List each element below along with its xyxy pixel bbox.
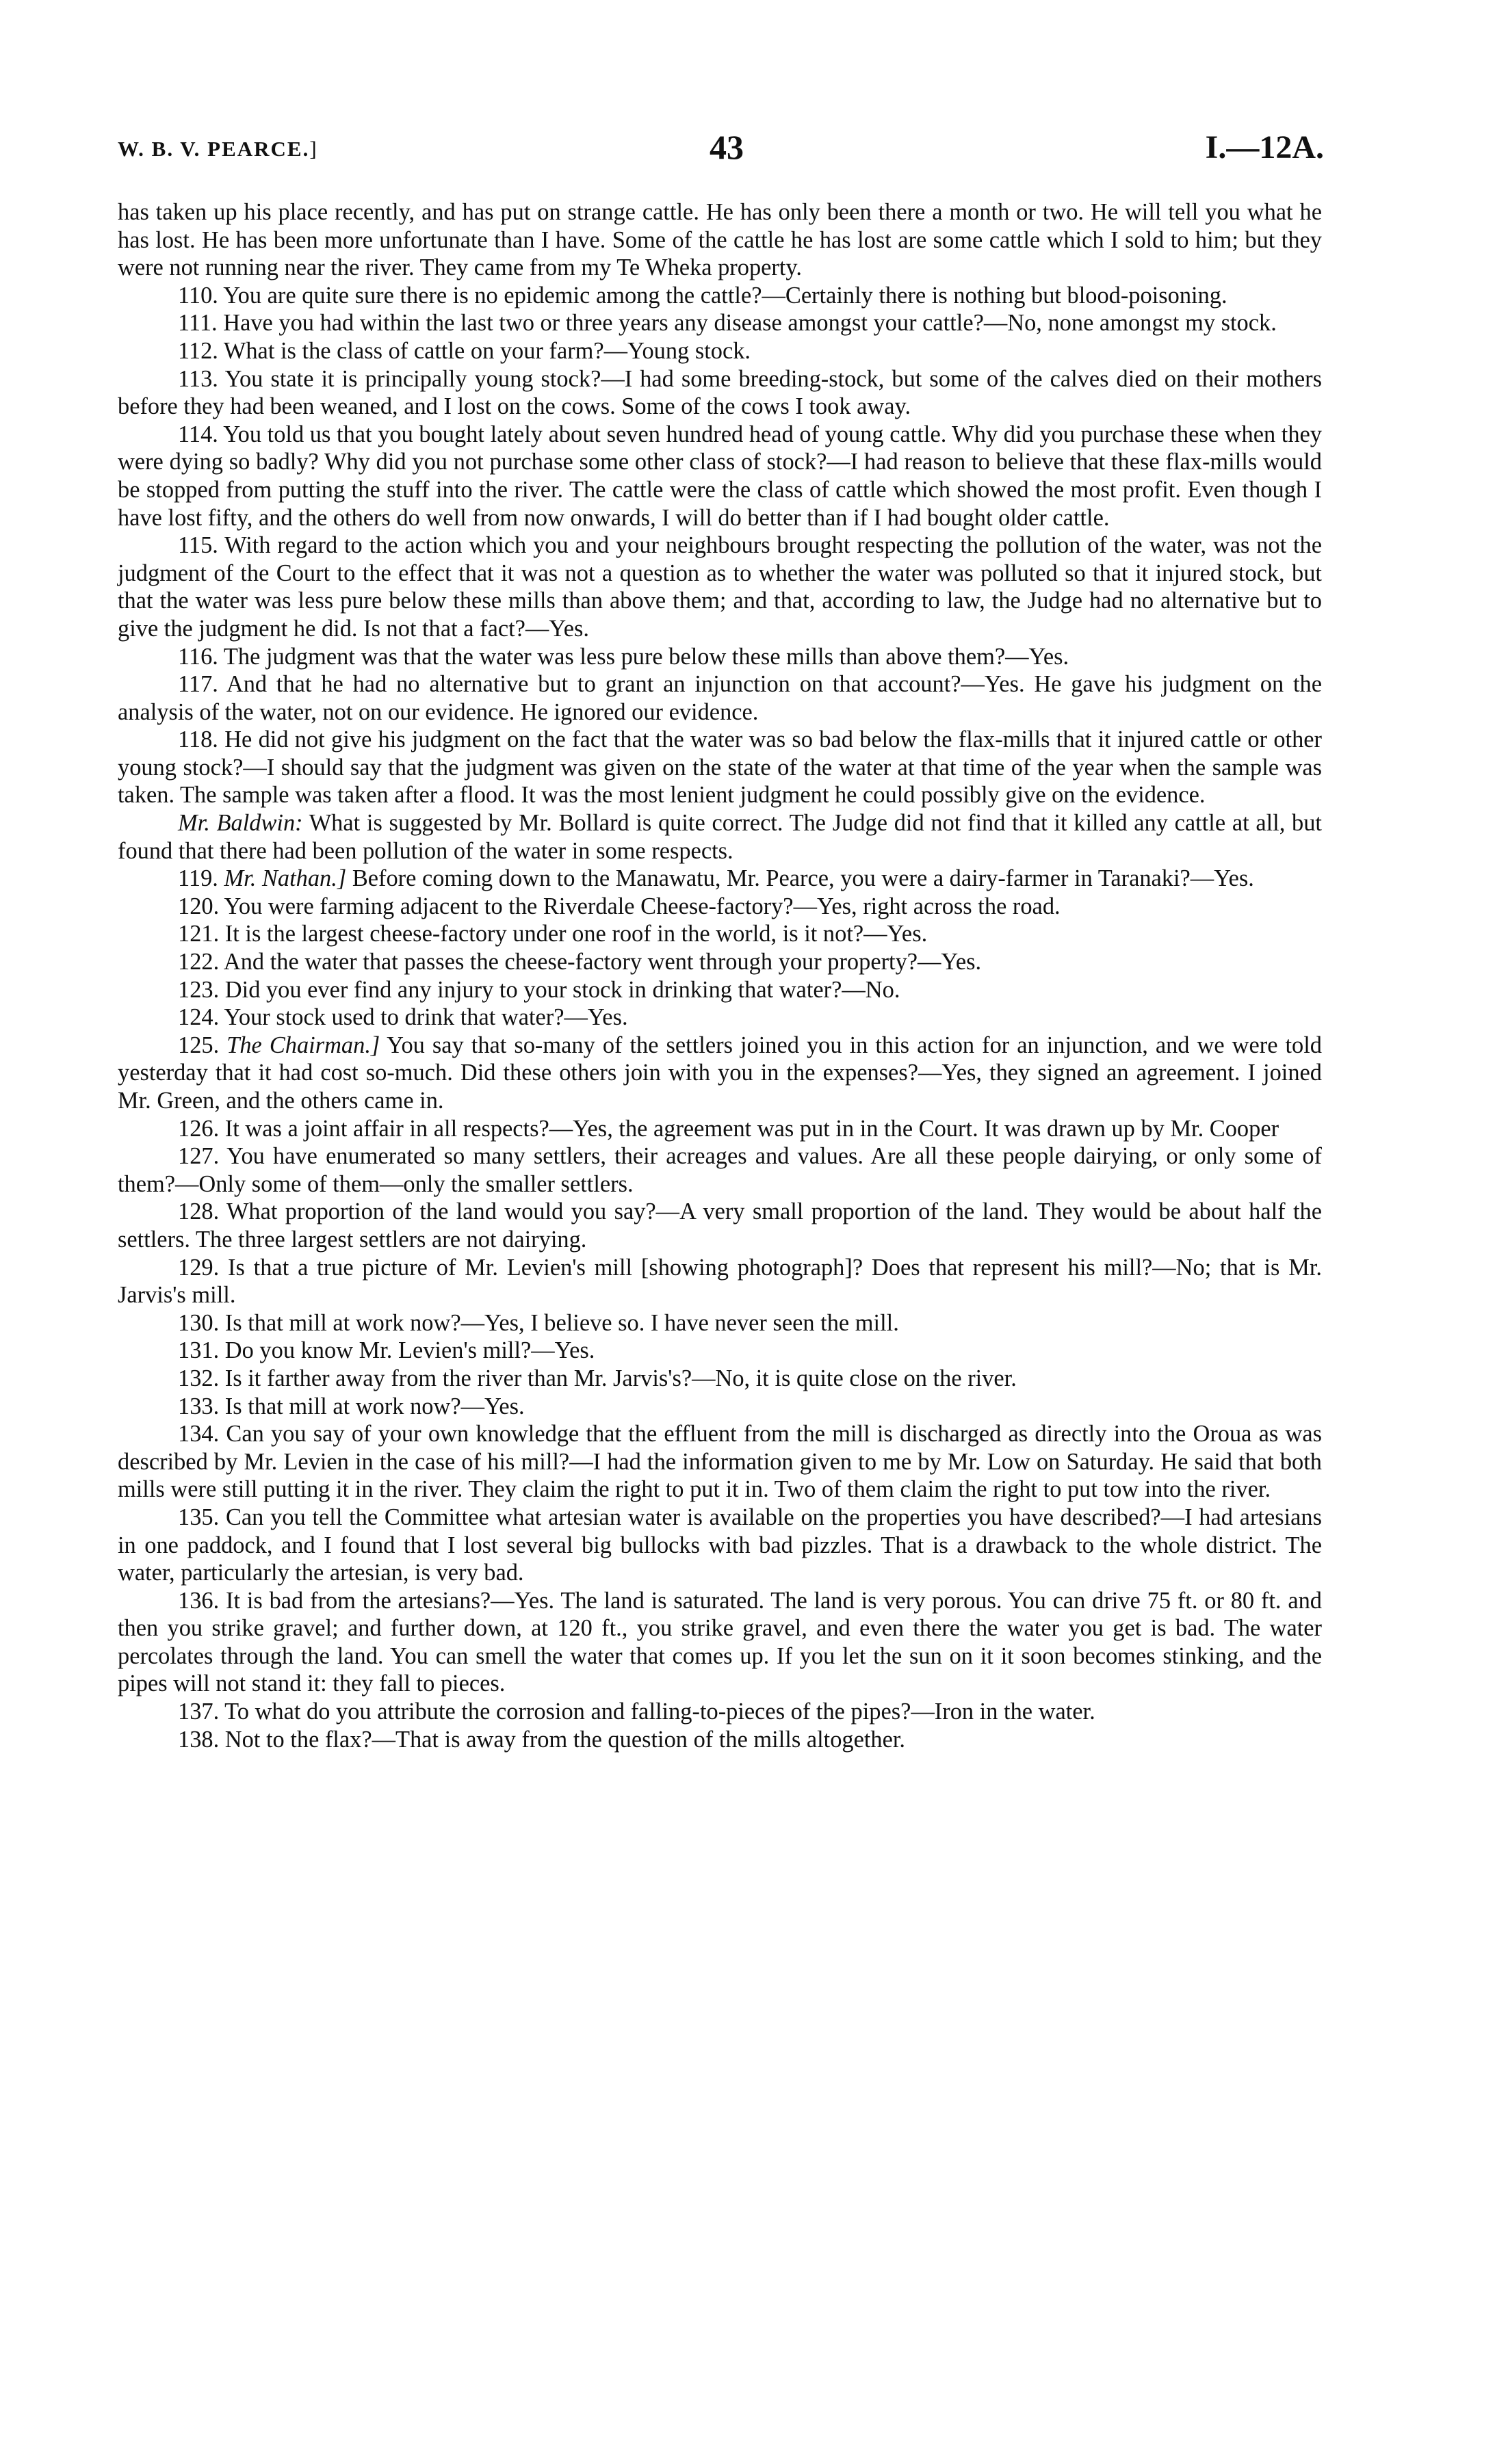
paragraph-127: 127. You have enumerated so many settlers, their acreages and values. Are all these people dairying, or only some of them?—Only some of them—only the smaller settlers. — [118, 1143, 1323, 1197]
paragraph-114: 114. You told us that you bought lately about seven hundred head of young cattle. Why did you purchase these when they were dying so badly? Why did you not purchase some other class of stock?—I had reason to believe that these flax-mills would be stopped from putting the stuff into the river. The cattle were the class of cattle which showed the most profit. Even though I have lost fifty, and the others do well from now onwards, I will do better than if I had bought older cattle. — [118, 421, 1322, 531]
page-body — [118, 198, 1322, 1753]
paragraph-136: 136. It is bad from the artesians?—Yes. The land is saturated. The land is very porous. You can drive 75 ft. or 80 ft. and then you strike gravel; and further down, at 120 ft., you strike gravel, and even there the water you get is bad. The water percolates through the land. You can smell the water that comes up. If you let the sun on it it soon becomes stinking, and the pipes will not stand it: they fall to pieces. — [118, 1587, 1322, 1697]
paragraph-134: 134. Can you say of your own knowledge that the effluent from the mill is discharged as directly into the Oroua as was described by Mr. Levien in the case of his mill?—I had the information given to me by Mr. Low on Saturday. He said that both mills were still putting it in the river. They claim the right to put it in. Two of them claim the right to put tow into the river. — [118, 1421, 1322, 1503]
speaker-name: Mr. Baldwin: — [178, 810, 303, 837]
paragraph-138: 138. Not to the flax?—That is away from the question of the mills altogether. — [178, 1726, 906, 1753]
paragraph: has taken up his place recently, and has put on strange cattle. He has only been there a month or two. He will tell you what he has lost. He has been more unfortunate than I have. Some of the cattle he has lost are some cattle which I sold to him; but they were not running near the river. They came from my Te Wheka property. — [118, 199, 1322, 281]
paragraph-122: 122. And the water that passes the cheese-factory went through your property?—Yes. — [178, 949, 982, 975]
paragraph-135: 135. Can you tell the Committee what artesian water is available on the properties you have described?—I had artesians in one paddock, and I found that I lost several big bullocks with bad pizzles. That is a drawback to the whole district. The water, particularly the artesian, is very bad. — [118, 1504, 1322, 1586]
paragraph-119: 119. Mr. Nathan.] Before coming down to the Manawatu, Mr. Pearce, you were a dairy-farmer in Taranaki?—Yes. — [178, 865, 1254, 892]
paragraph-111: 111. Have you had within the last two or three years any disease amongst your cattle?—No, none amongst my stock. — [178, 310, 1277, 337]
speaker-name: Mr. Nathan.] — [224, 865, 347, 892]
paragraph-125: 125. The Chairman.] You say that so-many of the settlers joined you in this action for an injunction, and we were told yesterday that it had cost so-much. Did these others join with you in the expenses?—Yes, they signed an agreement. I joined Mr. Green, and the others came in. — [118, 1032, 1322, 1114]
paragraph-132: 132. Is it farther away from the river than Mr. Jarvis's?—No, it is quite close on the river. — [178, 1365, 1017, 1391]
paragraph-129: 129. Is that a true picture of Mr. Levien's mill [showing photograph]? Does that represent his mill?—No; that is Mr. Jarvis's mill. — [118, 1254, 1322, 1309]
header-witness-name: W. B. V. PEARCE.] — [118, 137, 318, 161]
paragraph-112: 112. What is the class of cattle on your farm?—Young stock. — [178, 337, 751, 364]
paragraph-113: 113. You state it is principally young stock?—I had some breeding-stock, but some of the calves died on their mothers before they had been weaned, and I lost on the cows. Some of the cows I took away. — [118, 365, 1322, 420]
paragraph-115: 115. With regard to the action which you and your neighbours brought respecting the pollution of the water, was not the judgment of the Court to the effect that it was not a question as to whether the water was polluted so that it injured stock, but that the water was less pure below these mills than above them; and that, according to law, the Judge had no alternative but to give the judgment he did. Is not that a fact?—Yes. — [118, 532, 1322, 642]
speaker-name: The Chairman.] — [226, 1032, 380, 1058]
paragraph-118: 118. He did not give his judgment on the fact that the water was so bad below the flax-mills that it injured cattle or other young stock?—I should say that the judgment was given on the state of the water at that time of the year when the sample was taken. The sample was taken after a flood. It was the most lenient judgment he could possibly give on the evidence. — [118, 726, 1322, 809]
paragraph-117: 117. And that he had no alternative but to grant an injunction on that account?—Yes. He gave his judgment on the analysis of the water, not on our evidence. He ignored our evidence. — [118, 671, 1322, 725]
paragraph-133: 133. Is that mill at work now?—Yes. — [178, 1393, 525, 1419]
paragraph-126: 126. It was a joint affair in all respects?—Yes, the agreement was put in in the Court. It was drawn up by Mr. Cooper — [178, 1115, 1279, 1142]
document-reference: I.—12A. — [1205, 129, 1324, 166]
paragraph-137: 137. To what do you attribute the corrosion and falling-to-pieces of the pipes?—Iron in the water. — [178, 1699, 1095, 1725]
paragraph-124: 124. Your stock used to drink that water?—Yes. — [178, 1004, 628, 1031]
paragraph-121: 121. It is the largest cheese-factory under one roof in the world, is it not?—Yes. — [178, 921, 928, 947]
page-number: 43 — [710, 128, 744, 166]
page-header — [118, 127, 1324, 175]
paragraph-baldwin: Mr. Baldwin: What is suggested by Mr. Bollard is quite correct. The Judge did not find that it killed any cattle at all, but found that there had been pollution of the water in some respects. — [118, 810, 1322, 864]
paragraph-130: 130. Is that mill at work now?—Yes, I believe so. I have never seen the mill. — [178, 1309, 899, 1336]
paragraph-131: 131. Do you know Mr. Levien's mill?—Yes. — [178, 1337, 595, 1364]
paragraph-123: 123. Did you ever find any injury to your stock in drinking that water?—No. — [178, 976, 900, 1003]
paragraph-110: 110. You are quite sure there is no epidemic among the cattle?—Certainly there is nothing but blood-poisoning. — [178, 282, 1227, 309]
paragraph-116: 116. The judgment was that the water was less pure below these mills than above them?—Yes. — [178, 643, 1069, 670]
paragraph-120: 120. You were farming adjacent to the Riverdale Cheese-factory?—Yes, right across the road. — [178, 893, 1061, 919]
paragraph-128: 128. What proportion of the land would you say?—A very small proportion of the land. They would be about half the settlers. The three largest settlers are not dairying. — [118, 1198, 1322, 1253]
